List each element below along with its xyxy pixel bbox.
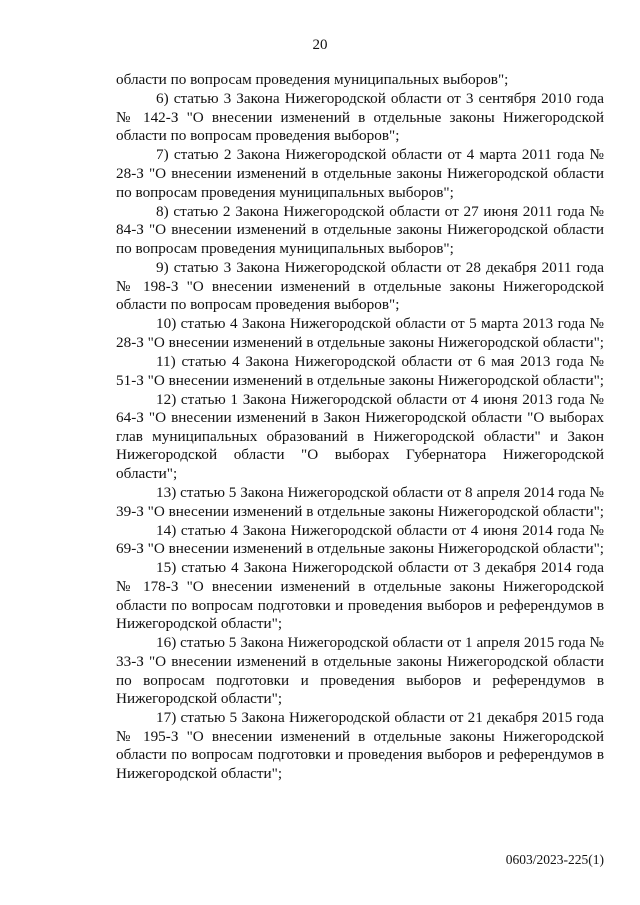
- list-item-13: 13) статью 5 Закона Нижегородской области от 8 апреля 2014 года № 39-З "О внесении изменений в отдельные законы Нижегородской области";: [116, 484, 605, 520]
- list-item-11: 11) статью 4 Закона Нижегородской области от 6 мая 2013 года № 51-З "О внесении изменений в отдельные законы Нижегородской области";: [116, 352, 605, 389]
- list-item-8: 8) статью 2 Закона Нижегородской области от 27 июня 2011 года № 84-З "О внесении изменений в отдельные законы Нижегородской области по вопросам проведения муниципальных выборов";: [116, 202, 604, 257]
- document-code: 0603/2023-225(1): [505, 852, 604, 867]
- page-number: 20: [312, 37, 328, 53]
- list-item-14: 14) статью 4 Закона Нижегородской области от 4 июня 2014 года № 69-З "О внесении изменений в отдельные законы Нижегородской области";: [116, 521, 605, 558]
- list-item-6: 6) статью 3 Закона Нижегородской области от 3 сентября 2010 года № 142-З "О внесении изменений в отдельные законы Нижегородской области по вопросам проведения выборов";: [116, 90, 604, 145]
- document-body: [116, 71, 604, 784]
- list-item-10: 10) статью 4 Закона Нижегородской области от 5 марта 2013 года № 28-З "О внесении изменений в отдельные законы Нижегородской области";: [116, 315, 605, 351]
- list-item-7: 7) статью 2 Закона Нижегородской области от 4 марта 2011 года № 28-З "О внесении изменений в отдельные законы Нижегородской области по вопросам проведения муниципальных выборов";: [116, 146, 604, 201]
- list-item-17: 17) статью 5 Закона Нижегородской области от 21 декабря 2015 года № 195-З "О внесении изменений в отдельные законы Нижегородской области по вопросам подготовки и проведения выборов и референдумов в Нижегородской области";: [116, 709, 604, 782]
- list-item-15: 15) статью 4 Закона Нижегородской области от 3 декабря 2014 года № 178-З "О внесении изменений в отдельные законы Нижегородской области по вопросам подготовки и проведения выборов и референдумов в Нижегородской области";: [116, 559, 604, 633]
- continued-paragraph: области по вопросам проведения муниципальных выборов";: [116, 71, 509, 88]
- list-item-9: 9) статью 3 Закона Нижегородской области от 28 декабря 2011 года № 198-З "О внесении изменений в отдельные законы Нижегородской области по вопросам проведения выборов";: [116, 258, 604, 314]
- list-item-12: 12) статью 1 Закона Нижегородской области от 4 июня 2013 года № 64-З "О внесении изменений в Закон Нижегородской области "О выборах глав муниципальных образований в Нижегородской области" и Закон Нижегородской области "О выборах Губернатора Нижегородской области";: [116, 390, 604, 482]
- list-item-16: 16) статью 5 Закона Нижегородской области от 1 апреля 2015 года № 33-З "О внесении изменений в отдельные законы Нижегородской области по вопросам подготовки и проведения выборов и референдумов в Нижегородской области";: [116, 634, 604, 708]
